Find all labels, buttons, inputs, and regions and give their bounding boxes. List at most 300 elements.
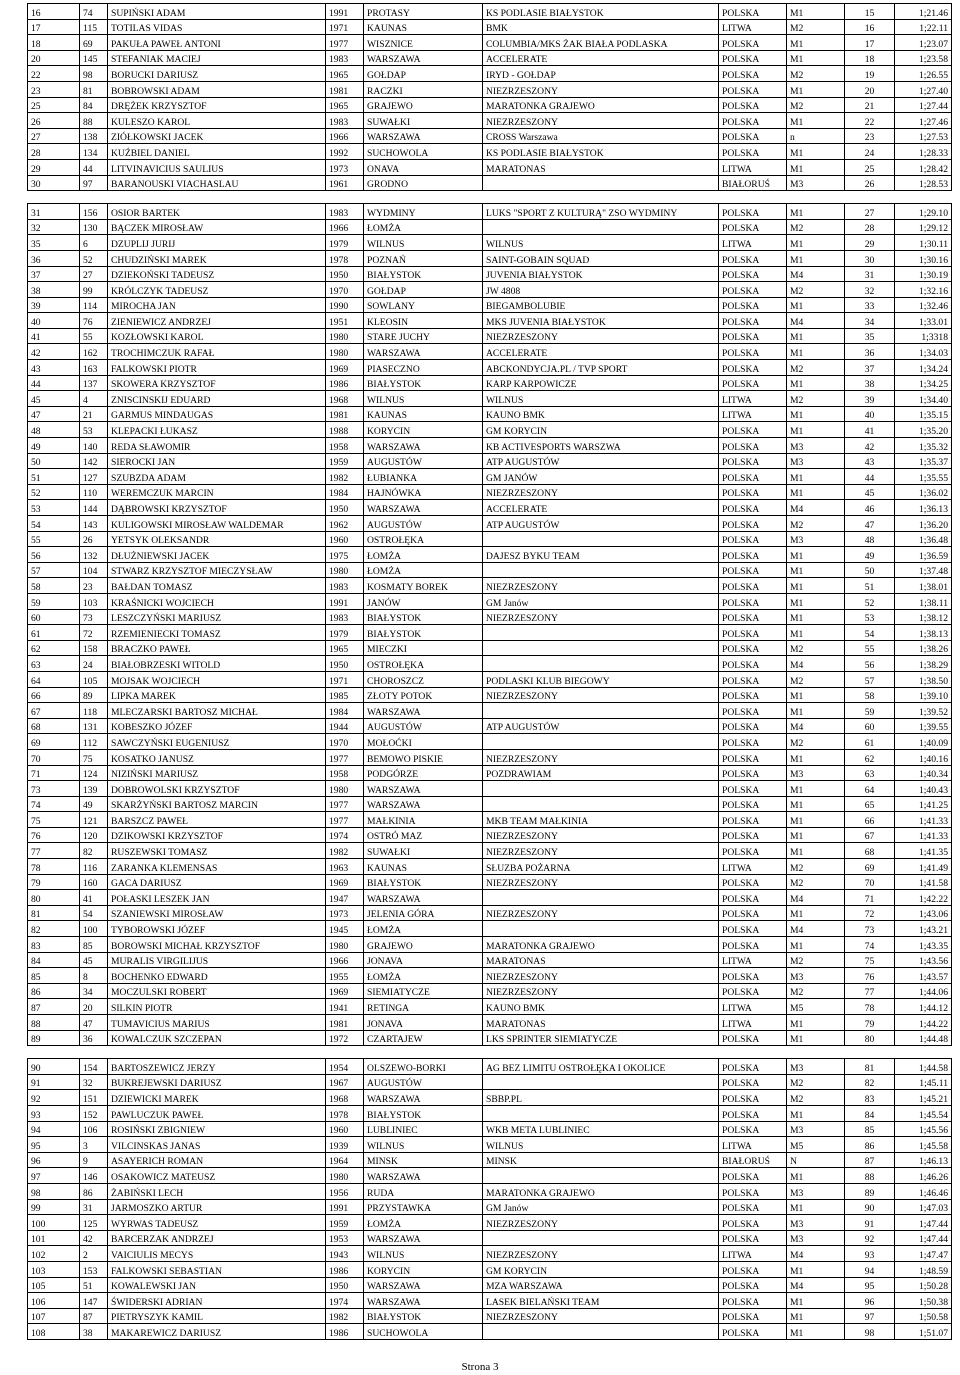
club-cell: NIEZRZESZONY (483, 687, 719, 703)
category-place-cell: 78 (845, 999, 895, 1015)
birth-year-cell: 1973 (326, 905, 364, 921)
table-row (28, 297, 952, 313)
birth-year-cell: 1985 (326, 687, 364, 703)
bib-number-cell: 75 (80, 749, 108, 765)
overall-place-cell: 41 (28, 328, 80, 344)
club-cell: DAJESZ BYKU TEAM (483, 547, 719, 563)
overall-place-cell: 40 (28, 313, 80, 329)
club-cell: NIEZRZESZONY (483, 968, 719, 984)
category-cell: M4 (787, 1246, 845, 1262)
category-cell: M3 (787, 531, 845, 547)
table-row (28, 1059, 952, 1075)
category-cell: M1 (787, 625, 845, 641)
city-cell: AUGUSTÓW (364, 453, 483, 469)
overall-place-cell: 45 (28, 391, 80, 407)
runner-name-cell: TUMAVICIUS MARIUS (108, 1015, 326, 1031)
birth-year-cell: 1941 (326, 999, 364, 1015)
finish-time-cell: 1;45.21 (895, 1090, 952, 1106)
birth-year-cell: 1968 (326, 391, 364, 407)
overall-place-cell: 106 (28, 1293, 80, 1309)
runner-name-cell: RUSZEWSKI TOMASZ (108, 843, 326, 859)
table-row (28, 1308, 952, 1324)
country-cell: LITWA (719, 159, 787, 175)
birth-year-cell: 1980 (326, 562, 364, 578)
category-place-cell: 98 (845, 1324, 895, 1340)
city-cell: WARSZAWA (364, 1293, 483, 1309)
category-cell: M1 (787, 1105, 845, 1121)
club-cell (483, 796, 719, 812)
bib-number-cell: 20 (80, 999, 108, 1015)
club-cell: SŁUZBA POŻARNA (483, 859, 719, 875)
category-cell: M2 (787, 219, 845, 235)
runner-name-cell: TOTILAS VIDAS (108, 19, 326, 35)
city-cell: ZŁOTY POTOK (364, 687, 483, 703)
birth-year-cell: 1965 (326, 97, 364, 113)
category-place-cell: 72 (845, 905, 895, 921)
country-cell: POLSKA (719, 438, 787, 454)
city-cell: ŁUBIANKA (364, 469, 483, 485)
club-cell: WILNUS (483, 235, 719, 251)
bib-number-cell: 34 (80, 983, 108, 999)
runner-name-cell: KOSATKO JANUSZ (108, 749, 326, 765)
city-cell: KAUNAS (364, 406, 483, 422)
birth-year-cell: 1950 (326, 656, 364, 672)
table-row (28, 1168, 952, 1184)
finish-time-cell: 1;28.33 (895, 144, 952, 160)
category-cell: n (787, 128, 845, 144)
bib-number-cell: 156 (80, 204, 108, 220)
category-place-cell: 56 (845, 656, 895, 672)
finish-time-cell: 1;22.11 (895, 19, 952, 35)
bib-number-cell: 87 (80, 1308, 108, 1324)
overall-place-cell: 79 (28, 874, 80, 890)
city-cell: ONAVA (364, 159, 483, 175)
category-cell: M1 (787, 1015, 845, 1031)
city-cell: KORYCIN (364, 1261, 483, 1277)
birth-year-cell: 1986 (326, 375, 364, 391)
city-cell: WARSZAWA (364, 1230, 483, 1246)
runner-name-cell: MLECZARSKI BARTOSZ MICHAŁ (108, 703, 326, 719)
table-row (28, 937, 952, 953)
category-place-cell: 77 (845, 983, 895, 999)
city-cell: GOŁDAP (364, 282, 483, 298)
table-row (28, 703, 952, 719)
bib-number-cell: 52 (80, 250, 108, 266)
overall-place-cell: 74 (28, 796, 80, 812)
club-cell: MZA WARSZAWA (483, 1277, 719, 1293)
category-cell: M1 (787, 4, 845, 20)
category-cell: M1 (787, 1308, 845, 1324)
birth-year-cell: 1961 (326, 175, 364, 191)
table-row (28, 562, 952, 578)
bib-number-cell: 110 (80, 484, 108, 500)
category-place-cell: 49 (845, 547, 895, 563)
category-place-cell: 86 (845, 1137, 895, 1153)
overall-place-cell: 70 (28, 749, 80, 765)
category-cell: M3 (787, 1121, 845, 1137)
table-row (28, 905, 952, 921)
overall-place-cell: 32 (28, 219, 80, 235)
club-cell: KAUNO BMK (483, 406, 719, 422)
table-row (28, 250, 952, 266)
category-cell: M1 (787, 905, 845, 921)
finish-time-cell: 1;43.06 (895, 905, 952, 921)
overall-place-cell: 23 (28, 81, 80, 97)
finish-time-cell: 1;40.34 (895, 765, 952, 781)
runner-name-cell: ASAYERICH ROMAN (108, 1152, 326, 1168)
city-cell: WARSZAWA (364, 781, 483, 797)
table-row (28, 1074, 952, 1090)
overall-place-cell: 61 (28, 625, 80, 641)
category-place-cell: 54 (845, 625, 895, 641)
country-cell: POLSKA (719, 35, 787, 51)
club-cell: GM Janów (483, 593, 719, 609)
overall-place-cell: 73 (28, 781, 80, 797)
category-cell: M1 (787, 827, 845, 843)
city-cell: RETINGA (364, 999, 483, 1015)
category-cell: M2 (787, 874, 845, 890)
birth-year-cell: 1974 (326, 827, 364, 843)
club-cell (483, 640, 719, 656)
runner-name-cell: KRAŚNICKI WOJCIECH (108, 593, 326, 609)
overall-place-cell: 43 (28, 360, 80, 376)
runner-name-cell: JARMOSZKO ARTUR (108, 1199, 326, 1215)
bib-number-cell: 131 (80, 718, 108, 734)
country-cell: POLSKA (719, 266, 787, 282)
bib-number-cell: 89 (80, 687, 108, 703)
overall-place-cell: 18 (28, 35, 80, 51)
bib-number-cell: 105 (80, 671, 108, 687)
birth-year-cell: 1950 (326, 1277, 364, 1293)
category-place-cell: 66 (845, 812, 895, 828)
spacer-cell (28, 191, 952, 204)
overall-place-cell: 51 (28, 469, 80, 485)
overall-place-cell: 50 (28, 453, 80, 469)
city-cell: PROTASY (364, 4, 483, 20)
country-cell: POLSKA (719, 328, 787, 344)
overall-place-cell: 88 (28, 1015, 80, 1031)
bib-number-cell: 69 (80, 35, 108, 51)
bib-number-cell: 104 (80, 562, 108, 578)
country-cell: POLSKA (719, 983, 787, 999)
overall-place-cell: 22 (28, 66, 80, 82)
category-place-cell: 20 (845, 81, 895, 97)
club-cell: MARATONAS (483, 159, 719, 175)
club-cell: BIEGAMBOLUBIE (483, 297, 719, 313)
category-place-cell: 94 (845, 1261, 895, 1277)
city-cell: BIAŁYSTOK (364, 625, 483, 641)
bib-number-cell: 103 (80, 593, 108, 609)
club-cell: ACCELERATE (483, 344, 719, 360)
finish-time-cell: 1;42.22 (895, 890, 952, 906)
city-cell: GRAJEWO (364, 97, 483, 113)
table-row (28, 484, 952, 500)
finish-time-cell: 1;40.43 (895, 781, 952, 797)
club-cell (483, 656, 719, 672)
country-cell: LITWA (719, 19, 787, 35)
finish-time-cell: 1;38.11 (895, 593, 952, 609)
city-cell: WILNUS (364, 235, 483, 251)
country-cell: POLSKA (719, 1215, 787, 1231)
birth-year-cell: 1970 (326, 734, 364, 750)
runner-name-cell: SIEROCKI JAN (108, 453, 326, 469)
overall-place-cell: 38 (28, 282, 80, 298)
runner-name-cell: KOZŁOWSKI KAROL (108, 328, 326, 344)
country-cell: POLSKA (719, 609, 787, 625)
club-cell: MKS JUVENIA BIAŁYSTOK (483, 313, 719, 329)
category-place-cell: 53 (845, 609, 895, 625)
country-cell: POLSKA (719, 484, 787, 500)
city-cell: SUCHOWOLA (364, 144, 483, 160)
runner-name-cell: SILKIN PIOTR (108, 999, 326, 1015)
category-place-cell: 38 (845, 375, 895, 391)
finish-time-cell: 1;43.35 (895, 937, 952, 953)
birth-year-cell: 1939 (326, 1137, 364, 1153)
runner-name-cell: SKOWERA KRZYSZTOF (108, 375, 326, 391)
city-cell: WARSZAWA (364, 500, 483, 516)
table-row (28, 749, 952, 765)
birth-year-cell: 1959 (326, 1215, 364, 1231)
table-row (28, 656, 952, 672)
finish-time-cell: 1;34.03 (895, 344, 952, 360)
table-row (28, 999, 952, 1015)
overall-place-cell: 86 (28, 983, 80, 999)
category-place-cell: 71 (845, 890, 895, 906)
bib-number-cell: 142 (80, 453, 108, 469)
category-cell: M2 (787, 391, 845, 407)
table-row (28, 438, 952, 454)
bib-number-cell: 115 (80, 19, 108, 35)
finish-time-cell: 1;36.13 (895, 500, 952, 516)
club-cell: NIEZRZESZONY (483, 827, 719, 843)
finish-time-cell: 1;28.42 (895, 159, 952, 175)
runner-name-cell: DZIEWICKI MAREK (108, 1090, 326, 1106)
finish-time-cell: 1;39.10 (895, 687, 952, 703)
birth-year-cell: 1979 (326, 235, 364, 251)
finish-time-cell: 1;34.25 (895, 375, 952, 391)
runner-name-cell: BARCERZAK ANDRZEJ (108, 1230, 326, 1246)
category-place-cell: 17 (845, 35, 895, 51)
overall-place-cell: 20 (28, 50, 80, 66)
bib-number-cell: 97 (80, 175, 108, 191)
runner-name-cell: GACA DARIUSZ (108, 874, 326, 890)
bib-number-cell: 85 (80, 937, 108, 953)
category-cell: M1 (787, 406, 845, 422)
birth-year-cell: 1960 (326, 1121, 364, 1137)
finish-time-cell: 1;26.55 (895, 66, 952, 82)
club-cell: GM JANÓW (483, 469, 719, 485)
table-row (28, 219, 952, 235)
table-row (28, 531, 952, 547)
birth-year-cell: 1986 (326, 1261, 364, 1277)
category-cell: M1 (787, 781, 845, 797)
overall-place-cell: 90 (28, 1059, 80, 1075)
finish-time-cell: 1;41.58 (895, 874, 952, 890)
category-place-cell: 50 (845, 562, 895, 578)
finish-time-cell: 1;45.54 (895, 1105, 952, 1121)
category-cell: M4 (787, 921, 845, 937)
bib-number-cell: 120 (80, 827, 108, 843)
finish-time-cell: 1;35.15 (895, 406, 952, 422)
category-place-cell: 48 (845, 531, 895, 547)
runner-name-cell: FALKOWSKI PIOTR (108, 360, 326, 376)
birth-year-cell: 1981 (326, 406, 364, 422)
club-cell: IRYD - GOŁDAP (483, 66, 719, 82)
birth-year-cell: 1973 (326, 159, 364, 175)
table-row (28, 406, 952, 422)
row-spacer (28, 191, 952, 204)
category-cell: M1 (787, 1324, 845, 1340)
bib-number-cell: 98 (80, 66, 108, 82)
table-row (28, 1230, 952, 1246)
country-cell: POLSKA (719, 625, 787, 641)
table-row (28, 1324, 952, 1340)
country-cell: POLSKA (719, 1324, 787, 1340)
city-cell: BIAŁYSTOK (364, 1308, 483, 1324)
birth-year-cell: 1977 (326, 35, 364, 51)
birth-year-cell: 1945 (326, 921, 364, 937)
finish-time-cell: 1;47.47 (895, 1246, 952, 1262)
overall-place-cell: 94 (28, 1121, 80, 1137)
category-cell: M2 (787, 19, 845, 35)
category-cell: M1 (787, 843, 845, 859)
category-place-cell: 93 (845, 1246, 895, 1262)
birth-year-cell: 1955 (326, 968, 364, 984)
finish-time-cell: 1;35.37 (895, 453, 952, 469)
finish-time-cell: 1;43.56 (895, 952, 952, 968)
birth-year-cell: 1975 (326, 547, 364, 563)
overall-place-cell: 36 (28, 250, 80, 266)
runner-name-cell: KULIGOWSKI MIROSŁAW WALDEMAR (108, 516, 326, 532)
overall-place-cell: 62 (28, 640, 80, 656)
country-cell: POLSKA (719, 671, 787, 687)
city-cell: KLEOSIN (364, 313, 483, 329)
category-place-cell: 88 (845, 1168, 895, 1184)
category-place-cell: 30 (845, 250, 895, 266)
overall-place-cell: 26 (28, 113, 80, 129)
bib-number-cell: 47 (80, 1015, 108, 1031)
country-cell: POLSKA (719, 144, 787, 160)
category-place-cell: 91 (845, 1215, 895, 1231)
table-row (28, 1152, 952, 1168)
city-cell: BIAŁYSTOK (364, 874, 483, 890)
runner-name-cell: BOCHENKO EDWARD (108, 968, 326, 984)
bib-number-cell: 9 (80, 1152, 108, 1168)
birth-year-cell: 1977 (326, 812, 364, 828)
club-cell: NIEZRZESZONY (483, 113, 719, 129)
category-cell: M2 (787, 282, 845, 298)
finish-time-cell: 1;35.55 (895, 469, 952, 485)
city-cell: SUWAŁKI (364, 843, 483, 859)
club-cell: ACCELERATE (483, 50, 719, 66)
bib-number-cell: 158 (80, 640, 108, 656)
birth-year-cell: 1960 (326, 531, 364, 547)
finish-time-cell: 1;51.07 (895, 1324, 952, 1340)
category-cell: M2 (787, 516, 845, 532)
category-cell: M1 (787, 484, 845, 500)
category-place-cell: 31 (845, 266, 895, 282)
country-cell: POLSKA (719, 562, 787, 578)
city-cell: MOŁOĆKI (364, 734, 483, 750)
category-cell: M1 (787, 235, 845, 251)
club-cell: NIEZRZESZONY (483, 1246, 719, 1262)
category-cell: M3 (787, 1230, 845, 1246)
club-cell (483, 734, 719, 750)
runner-name-cell: ZARANKA KLEMENSAS (108, 859, 326, 875)
birth-year-cell: 1980 (326, 781, 364, 797)
country-cell: POLSKA (719, 219, 787, 235)
club-cell: PODLASKI KLUB BIEGOWY (483, 671, 719, 687)
city-cell: GRODNO (364, 175, 483, 191)
finish-time-cell: 1;45.56 (895, 1121, 952, 1137)
country-cell: POLSKA (719, 1030, 787, 1046)
bib-number-cell: 100 (80, 921, 108, 937)
bib-number-cell: 147 (80, 1293, 108, 1309)
table-row (28, 144, 952, 160)
bib-number-cell: 118 (80, 703, 108, 719)
category-place-cell: 59 (845, 703, 895, 719)
category-place-cell: 57 (845, 671, 895, 687)
birth-year-cell: 1991 (326, 593, 364, 609)
city-cell: OSTRÓ MAZ (364, 827, 483, 843)
bib-number-cell: 44 (80, 159, 108, 175)
club-cell: COLUMBIA/MKS ŻAK BIAŁA PODLASKA (483, 35, 719, 51)
finish-time-cell: 1;38.50 (895, 671, 952, 687)
bib-number-cell: 76 (80, 313, 108, 329)
country-cell: POLSKA (719, 1121, 787, 1137)
runner-name-cell: SZANIEWSKI MIROSŁAW (108, 905, 326, 921)
country-cell: LITWA (719, 952, 787, 968)
category-place-cell: 24 (845, 144, 895, 160)
runner-name-cell: KUŹBIEL DANIEL (108, 144, 326, 160)
overall-place-cell: 57 (28, 562, 80, 578)
city-cell: WARSZAWA (364, 1277, 483, 1293)
runner-name-cell: TROCHIMCZUK RAFAŁ (108, 344, 326, 360)
bib-number-cell: 55 (80, 328, 108, 344)
category-cell: M1 (787, 703, 845, 719)
finish-time-cell: 1;47.44 (895, 1230, 952, 1246)
runner-name-cell: KOBESZKO JÓZEF (108, 718, 326, 734)
category-place-cell: 52 (845, 593, 895, 609)
birth-year-cell: 1977 (326, 749, 364, 765)
category-cell: M1 (787, 796, 845, 812)
birth-year-cell: 1964 (326, 1152, 364, 1168)
category-place-cell: 47 (845, 516, 895, 532)
table-row (28, 609, 952, 625)
country-cell: POLSKA (719, 890, 787, 906)
runner-name-cell: MOJSAK WOJCIECH (108, 671, 326, 687)
birth-year-cell: 1959 (326, 453, 364, 469)
city-cell: WARSZAWA (364, 1090, 483, 1106)
birth-year-cell: 1950 (326, 266, 364, 282)
country-cell: POLSKA (719, 113, 787, 129)
city-cell: ŁOMŻA (364, 547, 483, 563)
bib-number-cell: 116 (80, 859, 108, 875)
finish-time-cell: 1;41.33 (895, 827, 952, 843)
city-cell: AUGUSTÓW (364, 718, 483, 734)
country-cell: POLSKA (719, 593, 787, 609)
country-cell: LITWA (719, 235, 787, 251)
overall-place-cell: 107 (28, 1308, 80, 1324)
finish-time-cell: 1;41.33 (895, 812, 952, 828)
bib-number-cell: 132 (80, 547, 108, 563)
bib-number-cell: 41 (80, 890, 108, 906)
table-row (28, 874, 952, 890)
category-cell: M1 (787, 547, 845, 563)
club-cell: NIEZRZESZONY (483, 874, 719, 890)
city-cell: GOŁDAP (364, 66, 483, 82)
country-cell: POLSKA (719, 313, 787, 329)
